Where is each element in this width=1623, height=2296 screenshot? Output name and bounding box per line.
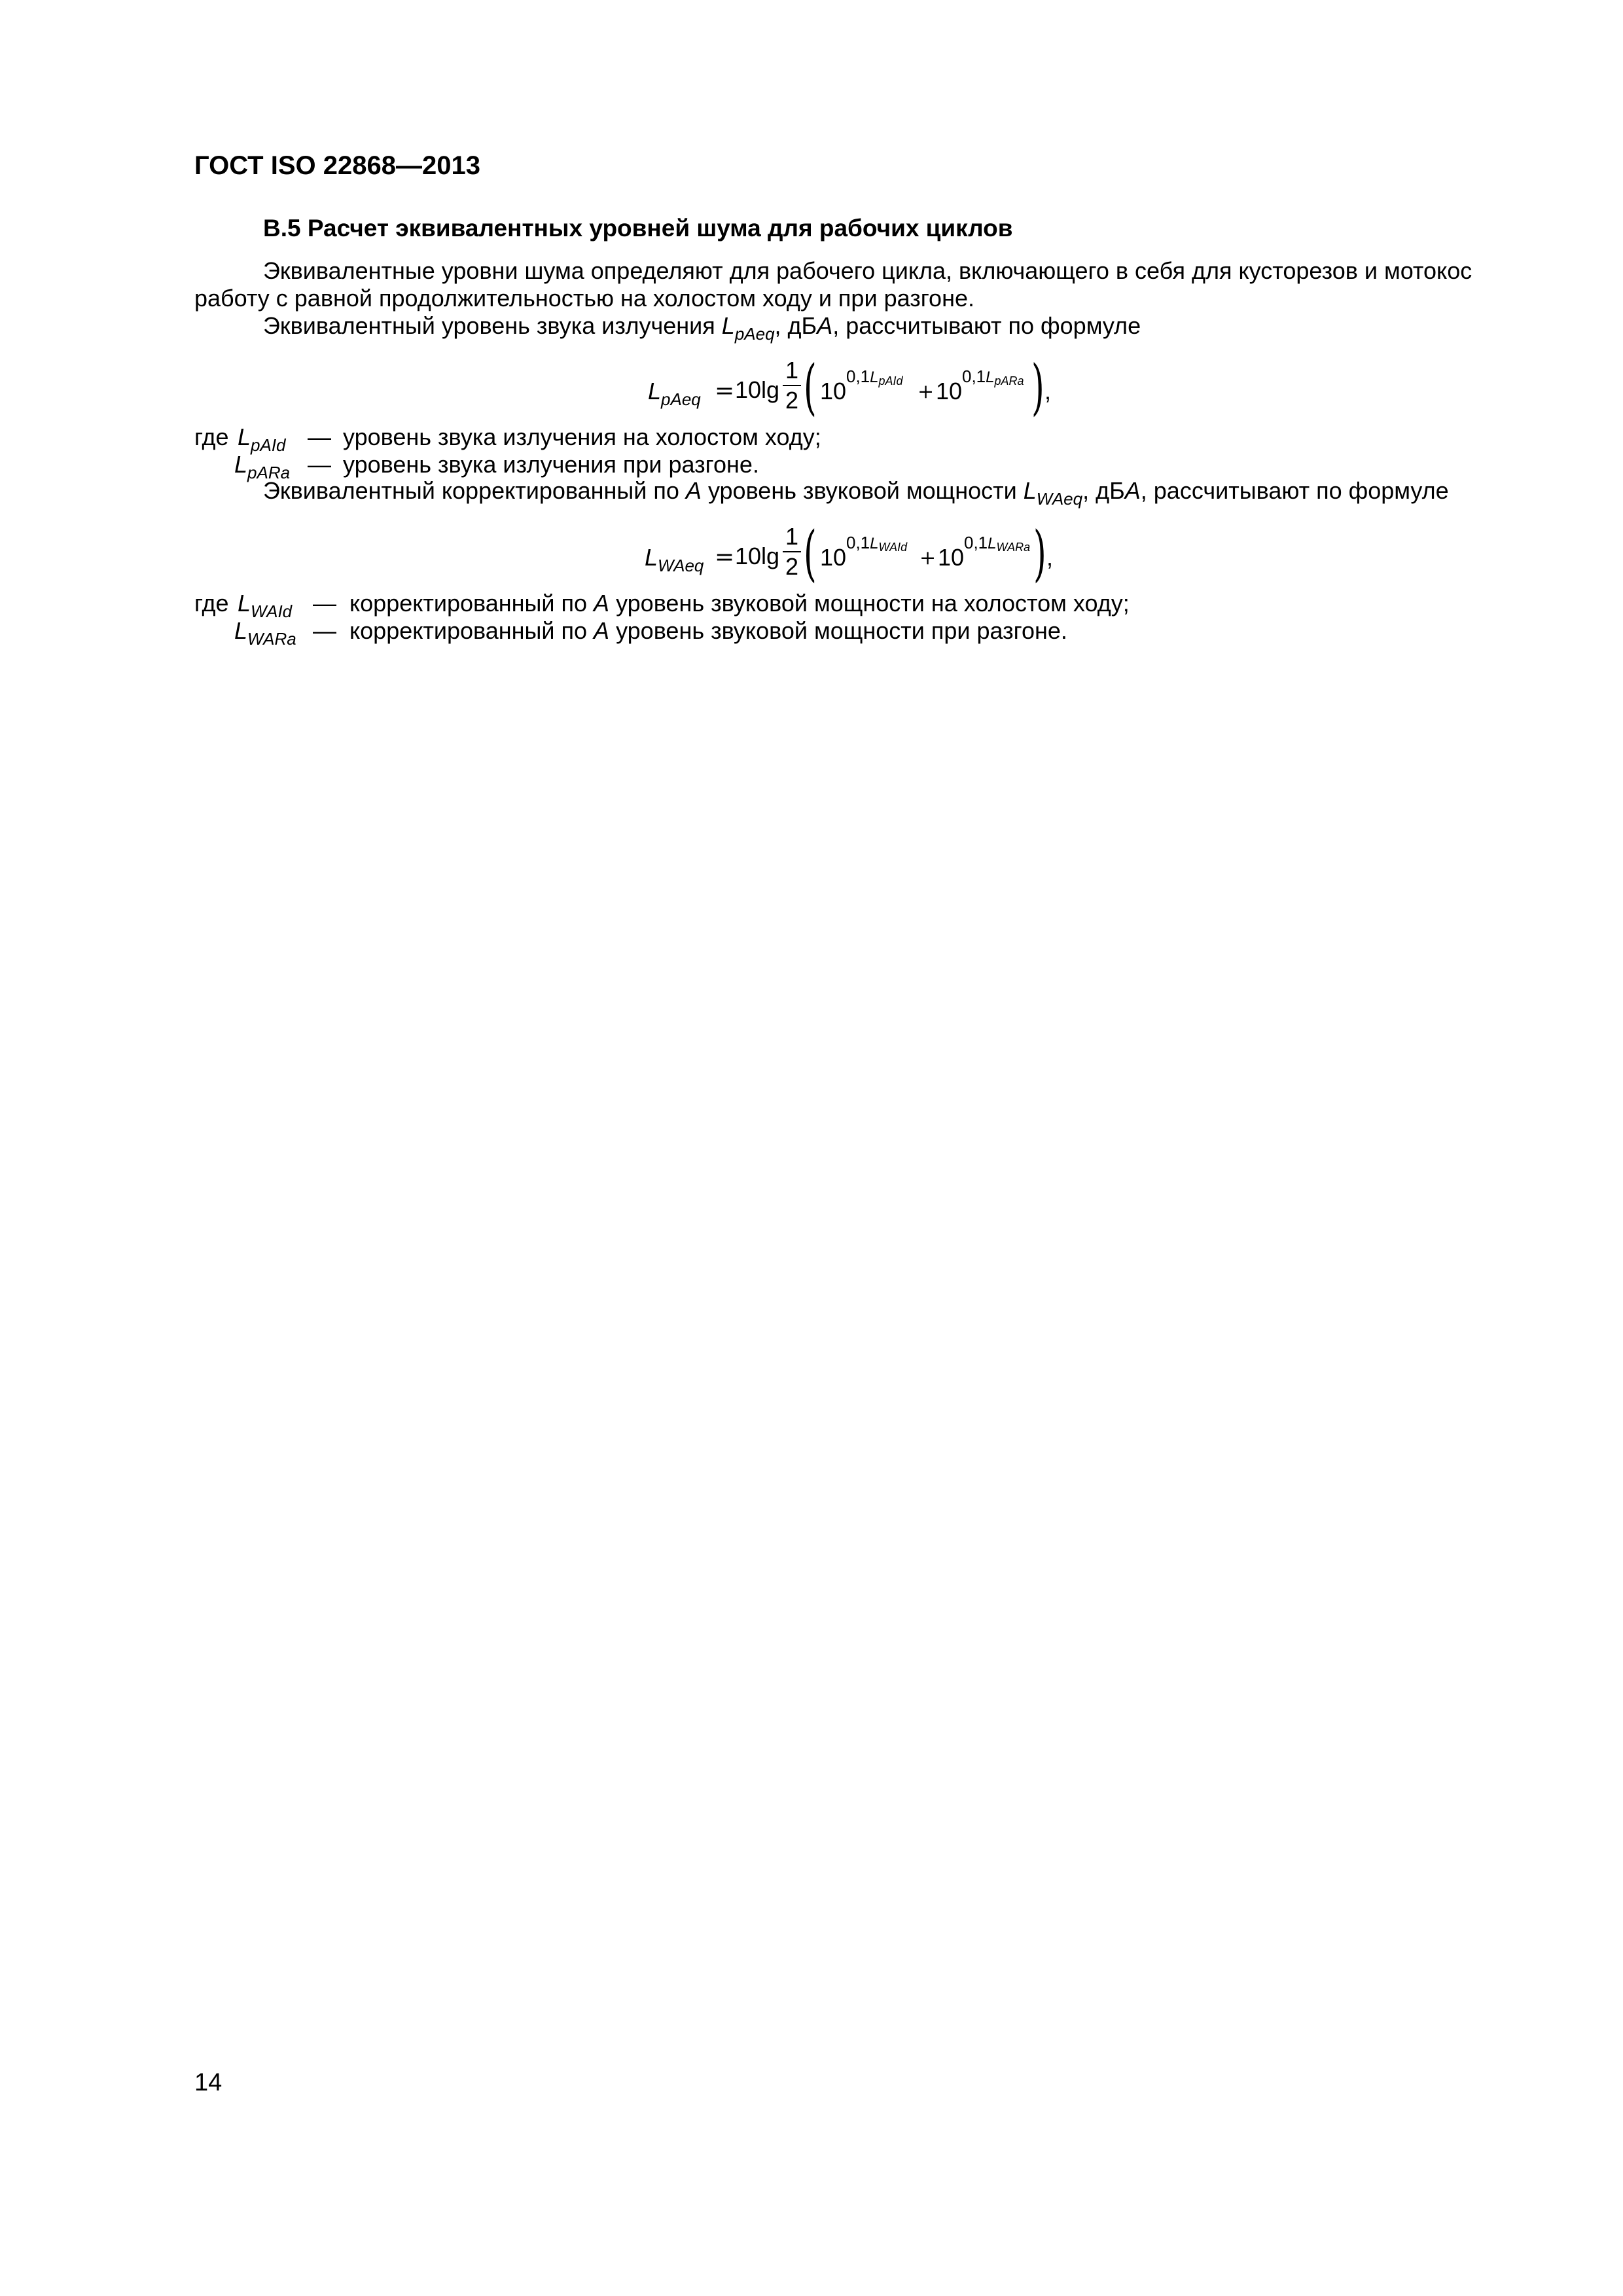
formula-1-close-paren: ): [1031, 352, 1044, 422]
paragraph-2-tail: , рассчитывают по формуле: [832, 312, 1141, 339]
where-lead: где: [194, 423, 229, 450]
where-1-text-1: уровень звука излучения на холостом ходу;: [343, 423, 821, 450]
exponent-subscript: WARa: [996, 541, 1031, 554]
formula-2-term-2: [938, 546, 964, 569]
formula-1-exponent-2: [962, 368, 1024, 386]
formula-1-comma: ,: [1044, 378, 1052, 404]
formula-2-open-paren: (: [804, 518, 817, 588]
formula-2-coef: 10: [735, 543, 762, 569]
where-2-text-2: [349, 619, 1067, 643]
where-2-dash-1: —: [313, 590, 336, 617]
symbol-subscript: WAId: [251, 601, 293, 621]
symbol-L: L: [238, 423, 251, 450]
formula-1-exponent-1: [846, 368, 903, 386]
formula-2-base-2: 10: [938, 544, 965, 571]
exponent-symbol: L: [988, 535, 997, 552]
formula-1-fraction: [783, 359, 801, 412]
formula-2-term-1: [820, 546, 846, 569]
formula-2-comma: ,: [1046, 544, 1054, 571]
unit-prefix: , дБ: [774, 312, 817, 339]
symbol-L: L: [238, 590, 251, 617]
formula-1-term-1: [820, 380, 846, 403]
unit-prefix: , дБ: [1082, 477, 1125, 504]
formula-1-lhs-sub: pAeq: [661, 389, 701, 409]
formula-1-coef: 10: [735, 376, 762, 403]
text-pre: корректированный по: [349, 590, 594, 617]
letter-a: A: [685, 477, 702, 504]
exponent-coef: 0,1: [846, 533, 870, 552]
exponent-coef: 0,1: [846, 367, 870, 386]
formula-2-lhs-sub: WAeq: [658, 556, 704, 575]
where-2-symbol-1: [238, 590, 293, 621]
letter-a: A: [594, 590, 610, 617]
formula-1-log: lg: [761, 376, 780, 403]
formula-1-base-2: 10: [936, 378, 963, 404]
symbol-subscript: pAeq: [734, 324, 775, 344]
formula-2-exponent-2: [964, 534, 1030, 552]
where-1-dash-2: —: [308, 451, 331, 478]
formula-2-equals: =: [715, 544, 735, 571]
symbol-L: L: [234, 617, 248, 644]
section-title: B.5 Расчет эквивалентных уровней шума для рабочих циклов: [263, 215, 1013, 242]
where-2-row-1: [194, 592, 229, 615]
exponent-coef: 0,1: [964, 533, 988, 552]
exponent-symbol: L: [986, 368, 995, 386]
letter-a: A: [594, 617, 610, 644]
paragraph-2-text: Эквивалентный уровень звука излучения: [263, 312, 722, 339]
exponent-symbol: L: [870, 368, 879, 386]
paragraph-1-line-1: Эквивалентные уровни шума определяют для рабочего цикла, включающего в себя для кусторезов и мотокос: [263, 257, 1472, 284]
symbol-subscript: pAId: [251, 435, 286, 455]
paragraph-3-text: Эквивалентный корректированный по: [263, 477, 686, 504]
where-1-dash-1: —: [308, 423, 331, 450]
formula-1-denominator: 2: [785, 387, 799, 414]
unit-a: A: [1124, 477, 1141, 504]
exponent-subscript: pARa: [994, 374, 1024, 387]
formula-2-fraction: [783, 525, 801, 579]
where-2-text-1: [349, 592, 1130, 615]
where-2-symbol-2: [234, 617, 296, 649]
formula-2-plus: +: [919, 547, 936, 569]
formula-1-term-2: [936, 380, 962, 403]
where-1-text-2: уровень звука излучения при разгоне.: [343, 451, 759, 478]
where-1-symbol-2: [234, 451, 291, 482]
formula-2-denominator: 2: [785, 553, 799, 580]
formula-2-lhs: L: [645, 544, 658, 571]
exponent-subscript: pAId: [878, 374, 903, 387]
text-rest: уровень звуковой мощности при разгоне.: [609, 617, 1067, 644]
paragraph-2: [263, 312, 1141, 344]
symbol-L: L: [1023, 477, 1037, 504]
symbol-L: L: [234, 451, 248, 478]
where-lead: где: [194, 590, 229, 617]
text-rest: уровень звуковой мощности на холостом ходу;: [609, 590, 1130, 617]
formula-1-lhs: L: [648, 378, 662, 404]
page-number: 14: [194, 2069, 223, 2096]
where-1-symbol-1: [238, 423, 286, 455]
where-1-row-1: [194, 425, 229, 449]
formula-1-plus: +: [918, 380, 935, 403]
formula-2-base-1: 10: [820, 544, 847, 571]
formula-1-base-1: 10: [820, 378, 847, 404]
formula-2-close-paren: ): [1033, 518, 1046, 588]
formula-2-log: lg: [761, 543, 780, 569]
symbol-subscript: WAeq: [1036, 489, 1083, 509]
exponent-coef: 0,1: [962, 367, 986, 386]
unit-a: A: [817, 312, 833, 339]
formula-1-equals: =: [715, 378, 735, 404]
document-header: ГОСТ ISO 22868—2013: [194, 151, 480, 180]
formula-2-exponent-1: [846, 534, 907, 552]
formula-1-open-paren: (: [804, 352, 817, 422]
formula-1-numerator: 1: [783, 359, 801, 386]
paragraph-3: [263, 477, 1449, 509]
text-pre: корректированный по: [349, 617, 594, 644]
symbol-subscript: WARa: [247, 629, 296, 649]
symbol-L: L: [721, 312, 735, 339]
formula-2-numerator: 1: [783, 525, 801, 552]
symbol-subscript: pARa: [247, 463, 291, 482]
exponent-symbol: L: [870, 535, 879, 552]
exponent-subscript: WAId: [878, 541, 908, 554]
where-2-dash-2: —: [313, 617, 336, 644]
paragraph-1-line-2: работу с равной продолжительностью на холостом ходу и при разгоне.: [194, 285, 974, 312]
paragraph-3-tail: , рассчитывают по формуле: [1140, 477, 1449, 504]
paragraph-3-mid: уровень звуковой мощности: [701, 477, 1024, 504]
